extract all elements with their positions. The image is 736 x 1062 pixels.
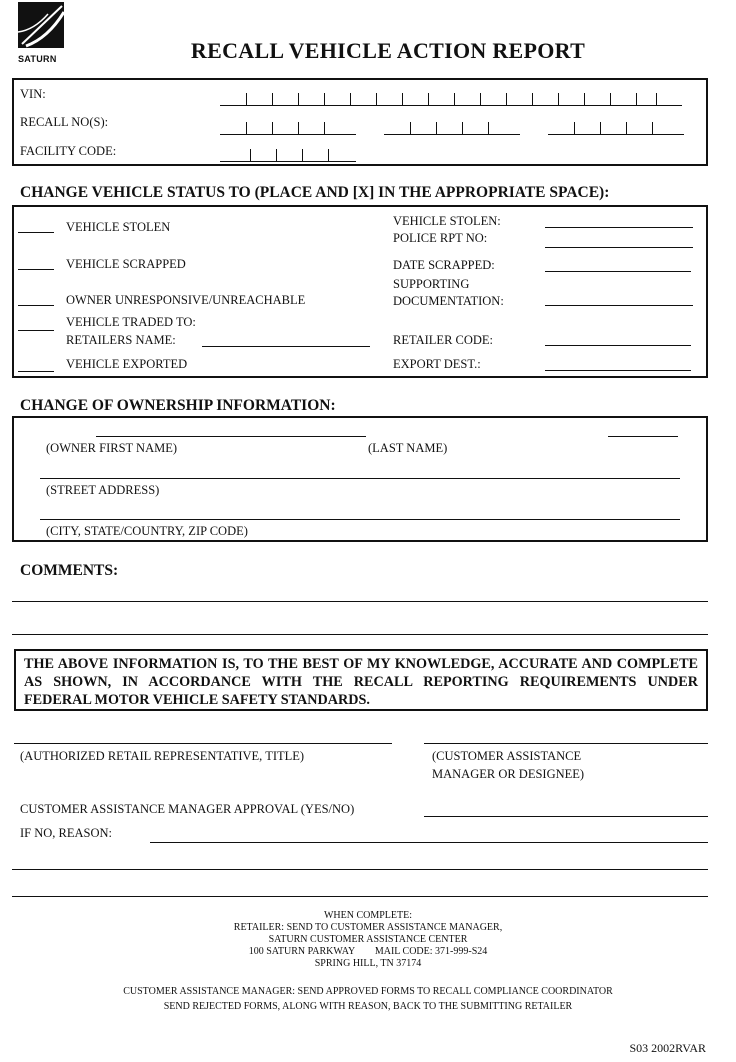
comments-line-2[interactable]: [12, 634, 708, 635]
date-scrapped-label: DATE SCRAPPED:: [393, 258, 495, 272]
cam-label-1: (CUSTOMER ASSISTANCE: [432, 749, 582, 763]
vehicle-id-box: [12, 78, 708, 166]
police-rpt-label: POLICE RPT NO:: [393, 231, 488, 245]
first-name-label: (OWNER FIRST NAME): [46, 441, 178, 455]
city-state-zip-label: (CITY, STATE/COUNTRY, ZIP CODE): [46, 524, 248, 538]
reason-label: IF NO, REASON:: [20, 826, 113, 840]
cam-instruction-2: SEND REJECTED FORMS, ALONG WITH REASON, BACK TO THE SUBMITTING RETAILER: [163, 1001, 573, 1012]
unresponsive-label: OWNER UNRESPONSIVE/UNREACHABLE: [66, 293, 306, 307]
reason-field-1[interactable]: [150, 842, 708, 843]
vin-label: VIN:: [20, 87, 46, 101]
traded-checkbox[interactable]: [18, 330, 54, 331]
ownership-heading: CHANGE OF OWNERSHIP INFORMATION:: [20, 397, 336, 414]
export-dest-field[interactable]: [545, 370, 691, 371]
first-name-field[interactable]: [96, 436, 366, 437]
approval-field[interactable]: [424, 816, 708, 817]
page-title: RECALL VEHICLE ACTION REPORT: [190, 38, 586, 63]
cam-signature-field[interactable]: [424, 743, 708, 744]
approval-label: CUSTOMER ASSISTANCE MANAGER APPROVAL (YES/NO): [20, 802, 355, 816]
traded-label: VEHICLE TRADED TO:: [66, 315, 196, 329]
supporting-documentation-field[interactable]: [545, 305, 693, 306]
stolen-right-label-1: VEHICLE STOLEN:: [393, 214, 501, 228]
unresponsive-checkbox[interactable]: [18, 305, 54, 306]
form-number: S03 2002RVAR: [629, 1041, 706, 1055]
export-dest-label: EXPORT DEST.:: [393, 357, 481, 371]
footer-line-1: WHEN COMPLETE:: [323, 910, 413, 921]
supporting-label-1: SUPPORTING: [393, 277, 470, 291]
stolen-date-field[interactable]: [545, 227, 693, 228]
last-name-field[interactable]: [608, 436, 678, 437]
cam-instruction-1: CUSTOMER ASSISTANCE MANAGER: SEND APPROVED FORMS TO RECALL COMPLIANCE COORDINATOR: [123, 986, 613, 997]
footer-line-4: 100 SATURN PARKWAY MAIL CODE: 371-999-S24: [248, 946, 488, 957]
city-state-zip-field[interactable]: [40, 519, 680, 520]
supporting-label-2: DOCUMENTATION:: [393, 294, 504, 308]
retailer-code-field[interactable]: [545, 345, 691, 346]
retailers-name-field[interactable]: [202, 346, 370, 347]
last-name-label: (LAST NAME): [368, 441, 448, 455]
scrapped-checkbox[interactable]: [18, 269, 54, 270]
comments-line-1[interactable]: [12, 601, 708, 602]
comments-heading: COMMENTS:: [20, 562, 119, 579]
street-address-label: (STREET ADDRESS): [46, 483, 160, 497]
footer-line-5: SPRING HILL, TN 37174: [314, 958, 422, 969]
cam-label-2: MANAGER OR DESIGNEE): [432, 767, 585, 781]
retailers-name-label: RETAILERS NAME:: [66, 333, 176, 347]
exported-label: VEHICLE EXPORTED: [66, 357, 188, 371]
retailer-code-label: RETAILER CODE:: [393, 333, 494, 347]
status-heading: CHANGE VEHICLE STATUS TO (PLACE AND [X] IN THE APPROPRIATE SPACE):: [20, 184, 610, 201]
logo-text: SATURN: [18, 54, 57, 64]
reason-field-2[interactable]: [12, 869, 708, 870]
reason-field-3[interactable]: [12, 896, 708, 897]
stolen-checkbox[interactable]: [18, 232, 54, 233]
facility-label: FACILITY CODE:: [20, 144, 117, 158]
street-address-field[interactable]: [40, 478, 680, 479]
footer-line-3: SATURN CUSTOMER ASSISTANCE CENTER: [268, 934, 468, 945]
exported-checkbox[interactable]: [18, 371, 54, 372]
footer-line-2: RETAILER: SEND TO CUSTOMER ASSISTANCE MANAGER,: [233, 922, 503, 933]
date-scrapped-field[interactable]: [545, 271, 691, 272]
retail-rep-signature-field[interactable]: [14, 743, 392, 744]
stolen-label: VEHICLE STOLEN: [66, 220, 171, 234]
certification-statement: THE ABOVE INFORMATION IS, TO THE BEST OF MY KNOWLEDGE, ACCURATE AND COMPLETE AS SHOWN, IN ACCORDANCE WITH THE RECALL REPORTING REQUIREMENTS UNDER FEDERAL MOTOR VEHICLE SAFETY STANDARDS.: [14, 649, 708, 711]
recall-label: RECALL NO(S):: [20, 115, 109, 129]
scrapped-label: VEHICLE SCRAPPED: [66, 257, 186, 271]
police-report-field[interactable]: [545, 247, 693, 248]
retail-rep-label: (AUTHORIZED RETAIL REPRESENTATIVE, TITLE): [20, 749, 305, 763]
